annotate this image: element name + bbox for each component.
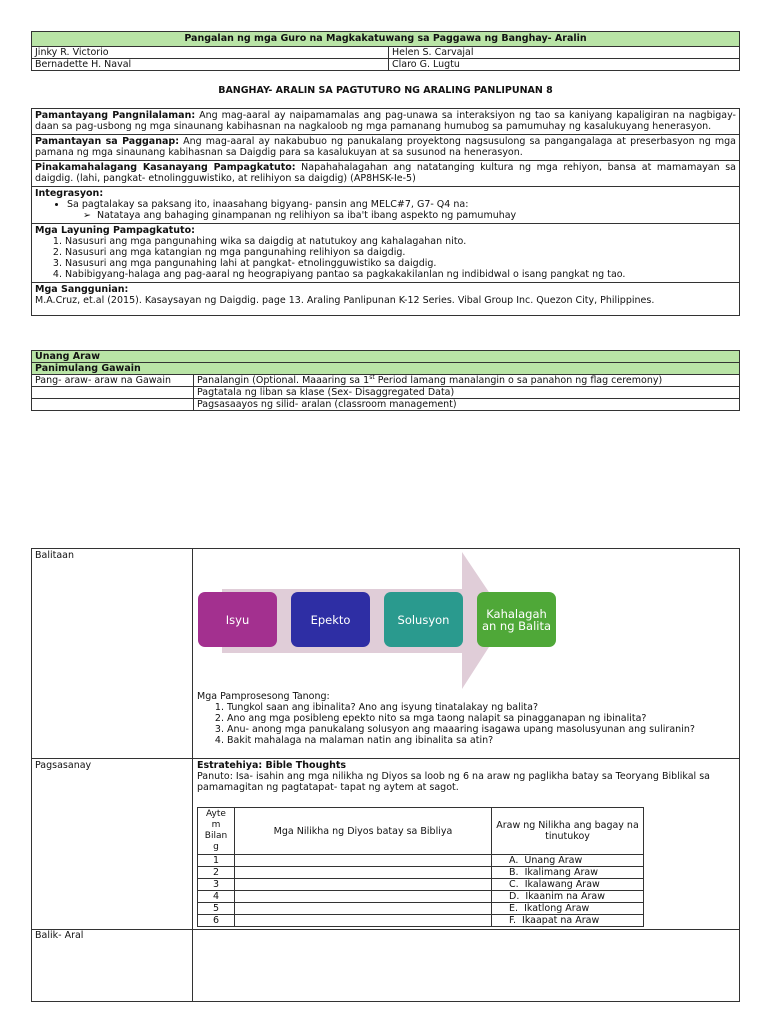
item-number: 1 [198, 855, 235, 867]
references [32, 283, 739, 315]
answer-blank[interactable] [235, 867, 492, 879]
header-day: Araw ng Nilikha ang bagay na tinutukoy [492, 808, 644, 855]
author-name: Bernadette H. Naval [32, 59, 389, 71]
exercise-content [197, 760, 734, 793]
choice-text: Ikaapat na Araw [522, 915, 600, 926]
objectives [32, 224, 739, 283]
objective-item: 2. Nasusuri ang mga katangian ng mga pangunahing relihiyon sa daigdig. [65, 247, 736, 258]
choice-text: Ikalimang Araw [524, 867, 598, 878]
choice-letter: F. [509, 915, 516, 926]
integration [32, 187, 739, 224]
choice-item [492, 891, 644, 903]
performance-standard-label: Pamantayan sa Pagganap: [35, 136, 179, 147]
objective-item: 3. Nasusuri ang mga pangunahing lahi at pangkat- etnolingguwistiko sa daigdig. [65, 258, 736, 269]
choice-item [492, 855, 644, 867]
answer-blank[interactable] [235, 915, 492, 927]
processing-questions [197, 691, 737, 746]
references-text: M.A.Cruz, et.al (2015). Kasaysayan ng Daigdig. page 13. Araling Panlipunan K-12 Series. Vibal Group Inc. Quezon City, Philippines. [35, 295, 655, 306]
routine-label: Pang- araw- araw na Gawain [32, 375, 194, 387]
choice-letter: E. [509, 903, 519, 914]
content-standard-text: Ang mag-aaral ay naipamamalas ang pag-unawa sa interaksiyon ng tao sa kaniyang kapaligiran na nagbigay- daan sa pag-usbong ng mga sinaunang kabihasnan na nagkaloob ng mga pamanang humubog sa pamumuhay ng kasalukuyang henerasyon. [35, 110, 736, 132]
section-label: Panimulang Gawain [32, 363, 740, 375]
choice-letter: D. [509, 891, 520, 902]
content-standard-label: Pamantayang Pangnilalaman: [35, 110, 196, 121]
authors-header: Pangalan ng mga Guro na Magkakatuwang sa Paggawa ng Banghay- Aralin [32, 32, 740, 47]
questions-label: Mga Pamprosesong Tanong: [197, 691, 330, 702]
choice-text: Ikatlong Araw [524, 903, 590, 914]
header-creations: Mga Nilikha ng Diyos batay sa Bibliya [235, 808, 492, 855]
step-importance-text: Kahalagah an ng Balita [481, 606, 552, 633]
choice-letter: B. [509, 867, 519, 878]
activities-table [31, 548, 740, 1002]
question-item: 2. Ano ang mga posibleng epekto nito sa mga taong nalapit sa pinagganapan ng ibinalita? [227, 713, 737, 724]
routine-item: Pagsasaayos ng silid- aralan (classroom management) [194, 399, 740, 411]
item-number: 2 [198, 867, 235, 879]
content-standard [32, 109, 739, 135]
item-number: 6 [198, 915, 235, 927]
choice-item [492, 903, 644, 915]
answer-blank[interactable] [235, 891, 492, 903]
author-name: Jinky R. Victorio [32, 47, 389, 59]
performance-standard [32, 135, 739, 161]
document-title: BANGHAY- ARALIN SA PAGTUTURO NG ARALING PANLIPUNAN 8 [218, 85, 553, 96]
header-item-number: Ayte m Bilan g [198, 808, 235, 855]
step-solution: Solusyon [384, 592, 463, 647]
references-label: Mga Sanggunian: [35, 284, 129, 295]
item-number: 3 [198, 879, 235, 891]
choice-item [492, 867, 644, 879]
routine-1-text: Panalangin (Optional. Maaaring sa 1 [197, 375, 370, 386]
matching-table [197, 807, 644, 927]
instructions: Panuto: Isa- isahin ang mga nilikha ng Diyos sa loob ng 6 na araw ng paglikha batay sa Teoryang Biblikal sa pamamagitan ng pagtatapat- tapat ng aytem at sagot. [197, 771, 710, 793]
pagsasanay-label: Pagsasanay [35, 760, 92, 771]
step-effect: Epekto [291, 592, 370, 647]
learning-competency-label: Pinakamahalagang Kasanayang Pampagkatuto: [35, 162, 296, 173]
step-issue: Isyu [198, 592, 277, 647]
balik-aral-label: Balik- Aral [35, 930, 84, 941]
question-item: 4. Bakit mahalaga na malaman natin ang ibinalita sa atin? [227, 735, 737, 746]
choice-text: Ikaanim na Araw [525, 891, 605, 902]
choice-text: Unang Araw [524, 855, 583, 866]
item-number: 5 [198, 903, 235, 915]
routine-item: Pagtatala ng liban sa klase (Sex- Disaggregated Data) [194, 387, 740, 399]
answer-blank[interactable] [235, 855, 492, 867]
empty-cell [32, 399, 194, 411]
question-item: 3. Anu- anong mga panukalang solusyon ang maaaring isagawa upang masolusyunan ang suliranin? [227, 724, 737, 735]
choice-letter: A. [509, 855, 519, 866]
empty-cell [32, 387, 194, 399]
learning-competency-text: Napahahalagahan ang natatanging kultura ng mga rehiyon, bansa at mamamayan sa daigdig. (lahi, pangkat- etnolingguwistiko, at relihiyon sa daigdig) (AP8HSK-Ie-5) [35, 162, 736, 184]
question-item: 1. Tungkol saan ang ibinalita? Ano ang isyung tinatalakay ng balita? [227, 702, 737, 713]
objective-item: 1. Nasusuri ang mga pangunahing wika sa daigdig at natutukoy ang kahalagahan nito. [65, 236, 736, 247]
answer-blank[interactable] [235, 903, 492, 915]
authors-table [31, 31, 740, 71]
balitaan-label: Balitaan [35, 550, 75, 561]
author-name: Helen S. Carvajal [389, 47, 740, 59]
arrow-bullet-icon: ➢ [83, 210, 97, 221]
choice-letter: C. [509, 879, 519, 890]
choice-text: Ikalawang Araw [524, 879, 600, 890]
routine-1-sup: st [369, 373, 375, 381]
routine-table [31, 350, 740, 411]
objective-item: 4. Nabibigyang-halaga ang pag-aaral ng heograpiyang pantao sa pagkakakilanlan ng indibidwal o isang pangkat ng tao. [65, 269, 736, 280]
item-number: 4 [198, 891, 235, 903]
strategy-label: Estratehiya: Bible Thoughts [197, 760, 347, 771]
routine-item [194, 375, 740, 387]
day-label: Unang Araw [32, 351, 740, 363]
routine-1-text-end: Period lamang manalangin o sa panahon ng flag ceremony) [374, 375, 663, 386]
integration-label: Integrasyon: [35, 188, 104, 199]
performance-standard-text: Ang mag-aaral ay nakabubuo ng panukalang proyektong nagsusulong sa pangangalaga at preserbasyon ng mga pamana ng mga sinaunang kabihasnan sa Daigdig para sa kasalukuyan at sa susunod na henerasyon. [35, 136, 736, 158]
author-name: Claro G. Lugtu [389, 59, 740, 71]
standards-section [31, 108, 740, 316]
answer-blank[interactable] [235, 879, 492, 891]
choice-item [492, 879, 644, 891]
integration-bullet: • Sa pagtalakay sa paksang ito, inaasahang bigyang- pansin ang MELC#7, G7- Q4 na: [67, 199, 736, 210]
learning-competency [32, 161, 739, 187]
choice-item [492, 915, 644, 927]
step-importance [477, 592, 556, 647]
objectives-label: Mga Layuning Pampagkatuto: [35, 225, 195, 236]
integration-sub [35, 210, 736, 221]
integration-sub-text: Natataya ang bahaging ginampanan ng relihiyon sa iba't ibang aspekto ng pamumuhay [97, 210, 517, 221]
